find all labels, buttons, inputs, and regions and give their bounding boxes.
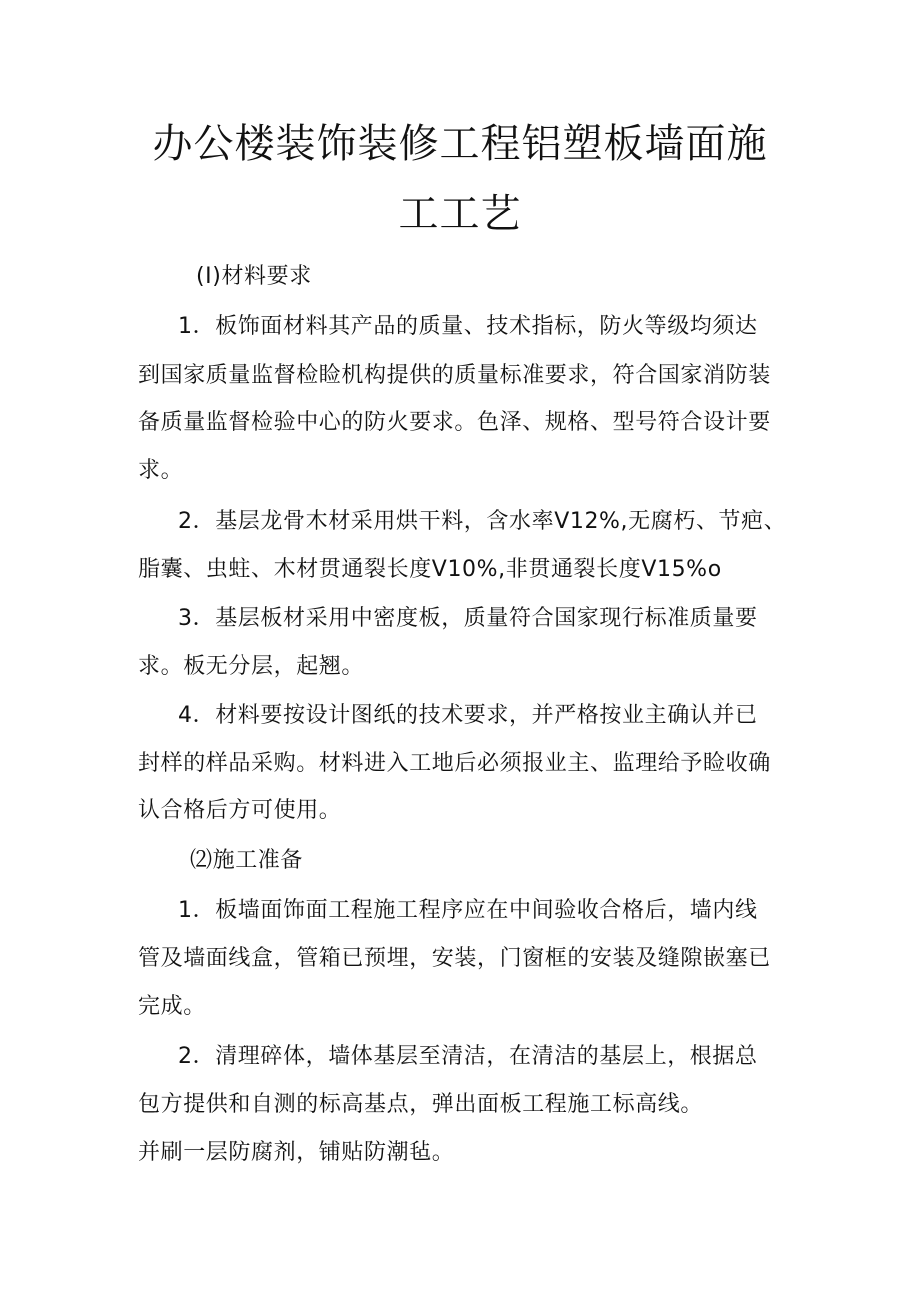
- paragraph-line: 并刷一层防腐剂，铺贴防潮毡。: [138, 1140, 455, 1165]
- section-heading-materials: (I)材料要求: [196, 264, 312, 289]
- paragraph-line: 备质量监督检验中心的防火要求。色泽、规格、型号符合设计要: [138, 410, 771, 435]
- document-title-line-1: 办公楼装饰装修工程铝塑板墙面施: [152, 121, 768, 167]
- paragraph-line: 2．清理碎体，墙体基层至清洁，在清洁的基层上，根据总: [178, 1044, 758, 1069]
- paragraph-line: 管及墙面线盒，管箱已预埋，安装，门窗框的安装及缝隙嵌塞已: [138, 946, 771, 971]
- paragraph-line: 认合格后方可使用。: [138, 798, 342, 823]
- paragraph-line: 4．材料要按设计图纸的技术要求，并严格按业主确认并已: [178, 703, 758, 728]
- paragraph-line: 包方提供和自测的标高基点，弹出面板工程施工标高线。: [138, 1092, 704, 1117]
- paragraph-line: 1．板墙面饰面工程施工程序应在中间验收合格后，墙内线: [178, 898, 758, 923]
- paragraph-line: 脂囊、虫蛀、木材贯通裂长度V10%,非贯通裂长度V15%o: [138, 557, 722, 582]
- section-heading-preparation: ⑵施工准备: [190, 848, 304, 873]
- paragraph-line: 2．基层龙骨木材采用烘干料，含水率V12%,无腐朽、节疤、: [178, 509, 787, 534]
- paragraph-line: 完成。: [138, 994, 206, 1019]
- paragraph-line: 到国家质量监督检睑机构提供的质量标准要求，符合国家消防装: [138, 363, 771, 388]
- document-title-line-2: 工工艺: [398, 191, 522, 237]
- paragraph-line: 1．板饰面材料其产品的质量、技术指标，防火等级均须达: [178, 314, 758, 339]
- paragraph-line: 封样的样品采购。材料进入工地后必须报业主、监理给予睑收确: [138, 751, 771, 776]
- paragraph-line: 3．基层板材采用中密度板，质量符合国家现行标准质量要: [178, 606, 758, 631]
- paragraph-line: 求。: [138, 458, 184, 483]
- paragraph-line: 求。板无分层，起翘。: [138, 654, 365, 679]
